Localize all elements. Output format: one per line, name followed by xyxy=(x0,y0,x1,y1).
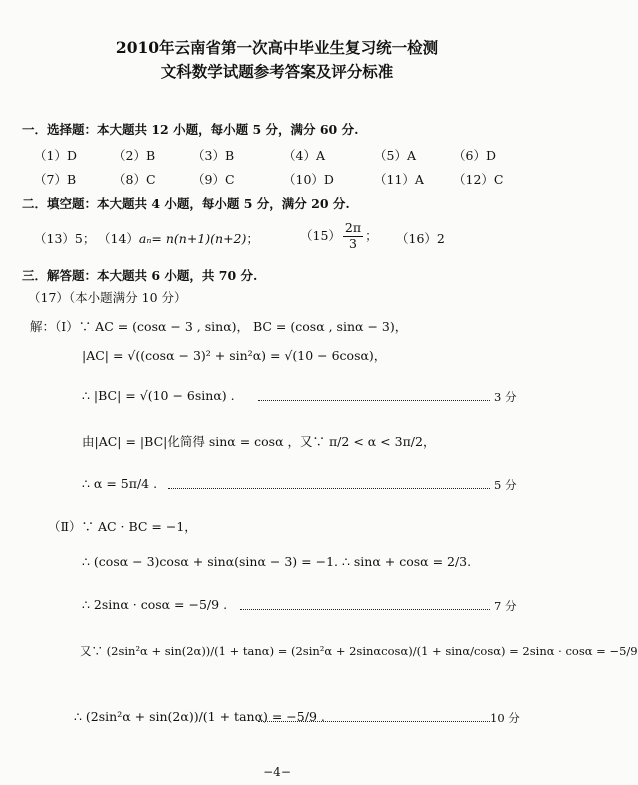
answer-11: （11）A xyxy=(374,172,424,187)
fill-14 xyxy=(98,233,259,246)
answer-6: （6）D xyxy=(453,148,496,163)
fill-15-fraction xyxy=(343,222,363,250)
answer-1: （1）D xyxy=(34,148,77,163)
score-5: 5 分 xyxy=(494,478,517,492)
solution-line-10: ∴ (2sin²α + sin(2α))/(1 + tanα) = −5/9 . xyxy=(74,709,325,724)
answer-3: （3）B xyxy=(192,148,235,163)
answer-2: （2）B xyxy=(113,148,156,163)
fill-13: （13）5； xyxy=(34,231,96,246)
answer-9: （9）C xyxy=(192,172,235,187)
fill-15-label: （15） xyxy=(300,227,341,243)
fill-16: （16）2 xyxy=(396,231,445,246)
answer-12: （12）C xyxy=(453,172,504,187)
fill-15 xyxy=(300,222,378,250)
answer-5: （5）A xyxy=(374,148,416,163)
document-subtitle: 文科数学试题参考答案及评分标准 xyxy=(160,62,394,81)
solution-line-6: （Ⅱ）∵ AC · BC = −1， xyxy=(48,519,197,534)
fill-14-end: ； xyxy=(246,231,259,246)
dot-leader xyxy=(258,400,490,401)
solution-line-9: 又∵ (2sin²α + sin(2α))/(1 + tanα) = (2sin²α + 2sinαcosα)/(1 + sinα/cosα) = 2sinα · cosα = −5/9 xyxy=(80,644,638,658)
section3-heading: 三．解答题：本大题共 6 小题，共 70 分. xyxy=(22,268,258,283)
dot-leader xyxy=(240,609,490,610)
dot-leader xyxy=(168,488,490,489)
solution-line-8: ∴ 2sinα · cosα = −5/9 . xyxy=(82,597,228,612)
answer-10: （10）D xyxy=(283,172,334,187)
fill-14-expr: aₙ= n(n+1)(n+2) xyxy=(138,231,247,246)
question-17-title: （17）（本小题满分 10 分） xyxy=(28,290,187,305)
score-10: 10 分 xyxy=(490,711,520,725)
answer-4: （4）A xyxy=(283,148,325,163)
section1-heading: 一．选择题：本大题共 12 小题，每小题 5 分，满分 60 分. xyxy=(22,122,359,137)
solution-line-1: 解：（Ⅰ）∵ AC = (cosα − 3 , sinα)， BC = (cosα , sinα − 3)， xyxy=(30,319,408,334)
page-number: −4− xyxy=(263,765,291,779)
section2-heading: 二．填空题：本大题共 4 小题，每小题 5 分，满分 20 分. xyxy=(22,196,350,211)
fill-14-label: （14） xyxy=(98,231,139,246)
fill-15-denominator: 3 xyxy=(349,235,357,251)
answer-8: （8）C xyxy=(113,172,156,187)
score-7: 7 分 xyxy=(494,599,517,613)
fill-15-end: ； xyxy=(365,227,378,243)
answer-7: （7）B xyxy=(34,172,77,187)
document-title: 2010年云南省第一次高中毕业生复习统一检测 xyxy=(115,38,439,57)
solution-line-3: ∴ |BC| = √(10 − 6sinα) . xyxy=(82,388,235,403)
fill-15-numerator: 2π xyxy=(344,220,362,235)
solution-line-4: 由|AC| = |BC|化简得 sinα = cosα ，又∵ π/2 < α < 3π/2， xyxy=(82,434,436,449)
solution-line-7: ∴ (cosα − 3)cosα + sinα(sinα − 3) = −1. ∴ sinα + cosα = 2/3. xyxy=(82,554,472,569)
score-3: 3 分 xyxy=(494,390,517,404)
solution-line-5: ∴ α = 5π/4 . xyxy=(82,476,158,491)
solution-line-2: |AC| = √((cosα − 3)² + sin²α) = √(10 − 6cosα)， xyxy=(82,348,387,363)
dot-leader xyxy=(258,721,490,722)
